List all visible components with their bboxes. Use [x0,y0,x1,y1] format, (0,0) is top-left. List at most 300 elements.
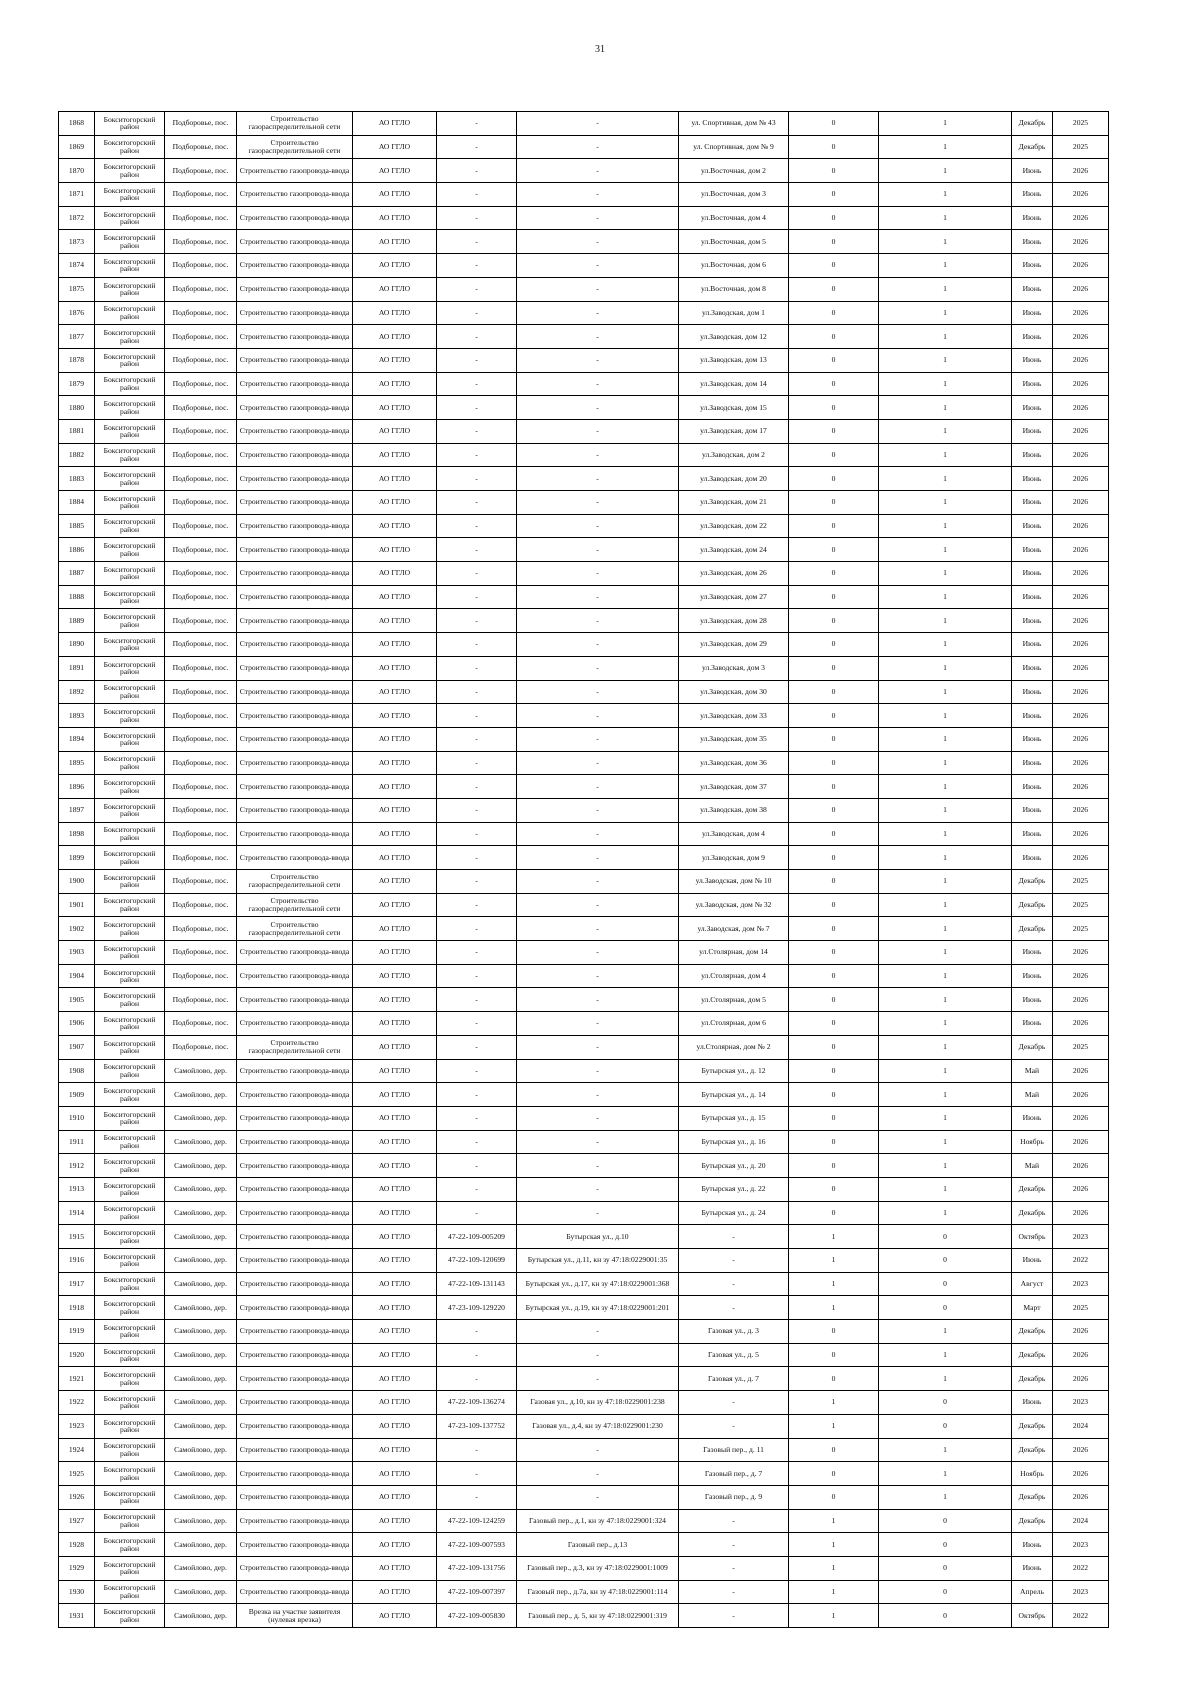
cell-settlement: Самойлово, дер. [165,1106,237,1130]
cell-address: ул.Заводская, дом 22 [679,514,789,538]
cell-work-type: Строительство газораспределительной сети [237,870,353,894]
table-row [59,206,1109,230]
cell-value-a: 0 [789,254,879,278]
cell-district: Бокситогорский район [95,419,165,443]
table-row [59,1035,1109,1059]
cell-object-address: - [517,1012,679,1036]
cell-value-b: 1 [879,1035,1012,1059]
table-row [59,704,1109,728]
cell-row-number: 1897 [59,798,95,822]
cell-object-address: - [517,822,679,846]
cell-value-a: 1 [789,1296,879,1320]
cell-contract-number: - [437,514,517,538]
cell-contract-number: - [437,396,517,420]
cell-work-type: Строительство газопровода-ввода [237,1249,353,1273]
cell-settlement: Самойлово, дер. [165,1249,237,1273]
cell-year: 2026 [1053,1154,1109,1178]
cell-organization: АО ГГЛО [353,372,437,396]
cell-contract-number: - [437,917,517,941]
cell-work-type: Строительство газопровода-ввода [237,656,353,680]
cell-district: Бокситогорский район [95,491,165,515]
cell-settlement: Самойлово, дер. [165,1272,237,1296]
table-row [59,870,1109,894]
cell-value-b: 0 [879,1533,1012,1557]
table-row [59,1083,1109,1107]
cell-district: Бокситогорский район [95,1106,165,1130]
table-row [59,1604,1109,1628]
cell-contract-number: - [437,183,517,207]
cell-contract-number: - [437,301,517,325]
table-row [59,301,1109,325]
cell-contract-number: - [437,585,517,609]
cell-row-number: 1911 [59,1130,95,1154]
cell-address: ул.Заводская, дом 21 [679,491,789,515]
cell-value-a: 0 [789,491,879,515]
cell-value-b: 1 [879,514,1012,538]
cell-month: Декабрь [1012,1438,1053,1462]
cell-work-type: Строительство газопровода-ввода [237,1556,353,1580]
cell-year: 2024 [1053,1414,1109,1438]
cell-month: Май [1012,1083,1053,1107]
cell-month: Декабрь [1012,917,1053,941]
cell-address: ул.Заводская, дом 12 [679,325,789,349]
cell-month: Июнь [1012,727,1053,751]
cell-contract-number: - [437,112,517,136]
cell-work-type: Строительство газопровода-ввода [237,538,353,562]
cell-district: Бокситогорский район [95,1177,165,1201]
table-row [59,254,1109,278]
table-row [59,1556,1109,1580]
cell-address: - [679,1604,789,1628]
cell-settlement: Самойлово, дер. [165,1154,237,1178]
cell-organization: АО ГГЛО [353,941,437,965]
cell-contract-number: - [437,727,517,751]
cell-row-number: 1892 [59,680,95,704]
cell-row-number: 1907 [59,1035,95,1059]
cell-settlement: Подборовье, пос. [165,135,237,159]
cell-object-address: - [517,467,679,491]
cell-district: Бокситогорский район [95,1462,165,1486]
cell-district: Бокситогорский район [95,277,165,301]
cell-district: Бокситогорский район [95,396,165,420]
cell-month: Июнь [1012,1556,1053,1580]
cell-year: 2026 [1053,1130,1109,1154]
cell-value-b: 1 [879,609,1012,633]
cell-work-type: Строительство газопровода-ввода [237,1059,353,1083]
cell-organization: АО ГГЛО [353,514,437,538]
cell-address: ул.Заводская, дом 24 [679,538,789,562]
cell-contract-number: - [437,1177,517,1201]
cell-year: 2026 [1053,1367,1109,1391]
cell-row-number: 1878 [59,348,95,372]
cell-value-b: 1 [879,1177,1012,1201]
cell-address: - [679,1580,789,1604]
cell-month: Июнь [1012,1391,1053,1415]
cell-value-a: 1 [789,1509,879,1533]
cell-month: Октябрь [1012,1225,1053,1249]
cell-contract-number: - [437,798,517,822]
cell-month: Ноябрь [1012,1130,1053,1154]
cell-value-a: 0 [789,893,879,917]
cell-year: 2022 [1053,1249,1109,1273]
cell-month: Декабрь [1012,1485,1053,1509]
cell-year: 2026 [1053,964,1109,988]
cell-value-a: 0 [789,633,879,657]
cell-organization: АО ГГЛО [353,917,437,941]
table-row [59,135,1109,159]
cell-year: 2026 [1053,1343,1109,1367]
cell-value-b: 1 [879,680,1012,704]
cell-year: 2026 [1053,846,1109,870]
cell-address: Бутырская ул., д. 22 [679,1177,789,1201]
cell-contract-number: - [437,846,517,870]
cell-work-type: Строительство газопровода-ввода [237,1533,353,1557]
cell-value-a: 0 [789,301,879,325]
cell-district: Бокситогорский район [95,1083,165,1107]
cell-district: Бокситогорский район [95,775,165,799]
cell-settlement: Подборовье, пос. [165,585,237,609]
cell-organization: АО ГГЛО [353,1296,437,1320]
cell-value-a: 0 [789,704,879,728]
cell-object-address: - [517,1462,679,1486]
cell-organization: АО ГГЛО [353,206,437,230]
cell-work-type: Строительство газопровода-ввода [237,751,353,775]
cell-organization: АО ГГЛО [353,1272,437,1296]
cell-value-a: 0 [789,1367,879,1391]
cell-work-type: Строительство газопровода-ввода [237,325,353,349]
cell-contract-number: - [437,1343,517,1367]
cell-settlement: Подборовье, пос. [165,798,237,822]
cell-year: 2026 [1053,1320,1109,1344]
cell-value-b: 0 [879,1604,1012,1628]
cell-contract-number: - [437,941,517,965]
cell-object-address: - [517,514,679,538]
cell-district: Бокситогорский район [95,1154,165,1178]
cell-value-a: 1 [789,1272,879,1296]
cell-row-number: 1890 [59,633,95,657]
cell-value-b: 1 [879,301,1012,325]
cell-settlement: Подборовье, пос. [165,562,237,586]
cell-district: Бокситогорский район [95,917,165,941]
cell-settlement: Самойлово, дер. [165,1556,237,1580]
cell-address: - [679,1414,789,1438]
cell-address: Газовый пер., д. 11 [679,1438,789,1462]
table-row [59,656,1109,680]
cell-value-b: 1 [879,254,1012,278]
cell-year: 2026 [1053,1438,1109,1462]
cell-row-number: 1872 [59,206,95,230]
cell-object-address: - [517,585,679,609]
cell-address: ул.Заводская, дом 9 [679,846,789,870]
cell-year: 2023 [1053,1391,1109,1415]
cell-object-address: - [517,254,679,278]
cell-row-number: 1910 [59,1106,95,1130]
cell-settlement: Подборовье, пос. [165,870,237,894]
cell-value-b: 1 [879,964,1012,988]
cell-address: ул.Столярная, дом 4 [679,964,789,988]
cell-district: Бокситогорский район [95,1438,165,1462]
cell-object-address: - [517,183,679,207]
cell-organization: АО ГГЛО [353,1462,437,1486]
cell-value-a: 0 [789,1154,879,1178]
cell-object-address: - [517,727,679,751]
cell-value-b: 1 [879,893,1012,917]
cell-object-address: - [517,1201,679,1225]
cell-value-b: 1 [879,206,1012,230]
cell-settlement: Подборовье, пос. [165,325,237,349]
cell-month: Апрель [1012,1580,1053,1604]
cell-district: Бокситогорский район [95,206,165,230]
cell-contract-number: - [437,822,517,846]
cell-value-b: 1 [879,775,1012,799]
cell-work-type: Строительство газопровода-ввода [237,1320,353,1344]
cell-value-a: 0 [789,183,879,207]
cell-address: ул.Заводская, дом 37 [679,775,789,799]
cell-row-number: 1891 [59,656,95,680]
cell-object-address: Газовый пер., д. 5, кн зу 47:18:0229001:319 [517,1604,679,1628]
table-row [59,1201,1109,1225]
cell-organization: АО ГГЛО [353,727,437,751]
cell-value-a: 0 [789,941,879,965]
cell-year: 2026 [1053,348,1109,372]
cell-settlement: Подборовье, пос. [165,396,237,420]
cell-month: Июнь [1012,514,1053,538]
cell-year: 2026 [1053,585,1109,609]
cell-year: 2023 [1053,1272,1109,1296]
cell-work-type: Строительство газопровода-ввода [237,1201,353,1225]
cell-object-address: Бутырская ул., д.17, кн зу 47:18:0229001:368 [517,1272,679,1296]
cell-district: Бокситогорский район [95,1225,165,1249]
cell-value-b: 1 [879,1059,1012,1083]
cell-value-a: 0 [789,751,879,775]
cell-work-type: Строительство газораспределительной сети [237,917,353,941]
cell-settlement: Самойлово, дер. [165,1296,237,1320]
cell-object-address: Газовый пер., д.13 [517,1533,679,1557]
cell-address: - [679,1533,789,1557]
table-row [59,609,1109,633]
cell-settlement: Самойлово, дер. [165,1225,237,1249]
cell-year: 2026 [1053,491,1109,515]
cell-organization: АО ГГЛО [353,609,437,633]
cell-month: Июнь [1012,1012,1053,1036]
cell-row-number: 1904 [59,964,95,988]
cell-row-number: 1880 [59,396,95,420]
cell-object-address: Бутырская ул., д.10 [517,1225,679,1249]
cell-value-b: 1 [879,633,1012,657]
cell-object-address: - [517,680,679,704]
cell-value-a: 0 [789,917,879,941]
cell-district: Бокситогорский район [95,727,165,751]
cell-value-b: 1 [879,917,1012,941]
cell-contract-number: - [437,1059,517,1083]
cell-value-b: 0 [879,1225,1012,1249]
cell-value-a: 0 [789,1462,879,1486]
cell-value-a: 0 [789,846,879,870]
cell-work-type: Строительство газопровода-ввода [237,159,353,183]
table-row [59,514,1109,538]
cell-district: Бокситогорский район [95,1533,165,1557]
cell-year: 2025 [1053,870,1109,894]
cell-contract-number: - [437,538,517,562]
cell-organization: АО ГГЛО [353,1201,437,1225]
cell-value-a: 0 [789,396,879,420]
cell-object-address: Газовый пер., д.7а, кн зу 47:18:0229001:114 [517,1580,679,1604]
cell-object-address: - [517,609,679,633]
cell-row-number: 1906 [59,1012,95,1036]
cell-district: Бокситогорский район [95,870,165,894]
cell-district: Бокситогорский район [95,609,165,633]
cell-contract-number: - [437,1083,517,1107]
table-row [59,277,1109,301]
cell-organization: АО ГГЛО [353,585,437,609]
cell-contract-number: - [437,680,517,704]
cell-contract-number: - [437,988,517,1012]
cell-row-number: 1882 [59,443,95,467]
cell-settlement: Подборовье, пос. [165,893,237,917]
cell-value-a: 0 [789,277,879,301]
cell-year: 2026 [1053,1106,1109,1130]
cell-settlement: Самойлово, дер. [165,1462,237,1486]
cell-address: ул.Заводская, дом 26 [679,562,789,586]
cell-month: Июнь [1012,206,1053,230]
cell-value-b: 1 [879,396,1012,420]
cell-work-type: Строительство газопровода-ввода [237,1177,353,1201]
cell-organization: АО ГГЛО [353,538,437,562]
cell-row-number: 1917 [59,1272,95,1296]
cell-row-number: 1899 [59,846,95,870]
cell-value-a: 0 [789,325,879,349]
cell-organization: АО ГГЛО [353,301,437,325]
cell-work-type: Строительство газопровода-ввода [237,798,353,822]
cell-month: Июнь [1012,633,1053,657]
cell-organization: АО ГГЛО [353,798,437,822]
cell-year: 2026 [1053,514,1109,538]
cell-value-b: 0 [879,1249,1012,1273]
cell-settlement: Подборовье, пос. [165,159,237,183]
cell-value-b: 1 [879,277,1012,301]
cell-month: Июнь [1012,656,1053,680]
cell-value-a: 0 [789,206,879,230]
cell-value-a: 0 [789,562,879,586]
cell-settlement: Подборовье, пос. [165,230,237,254]
cell-object-address: - [517,301,679,325]
cell-year: 2026 [1053,988,1109,1012]
cell-contract-number: - [437,443,517,467]
cell-address: ул.Заводская, дом 3 [679,656,789,680]
cell-contract-number: 47-22-109-005209 [437,1225,517,1249]
cell-value-b: 0 [879,1509,1012,1533]
cell-object-address: - [517,893,679,917]
cell-value-a: 0 [789,112,879,136]
cell-organization: АО ГГЛО [353,396,437,420]
cell-district: Бокситогорский район [95,1485,165,1509]
cell-organization: АО ГГЛО [353,1106,437,1130]
cell-year: 2023 [1053,1533,1109,1557]
cell-month: Июнь [1012,585,1053,609]
cell-organization: АО ГГЛО [353,277,437,301]
cell-organization: АО ГГЛО [353,988,437,1012]
cell-value-a: 0 [789,1320,879,1344]
cell-month: Июнь [1012,419,1053,443]
cell-row-number: 1901 [59,893,95,917]
cell-month: Июнь [1012,775,1053,799]
cell-object-address: - [517,964,679,988]
cell-value-a: 0 [789,467,879,491]
cell-object-address: - [517,941,679,965]
cell-address: Бутырская ул., д. 14 [679,1083,789,1107]
cell-organization: АО ГГЛО [353,325,437,349]
cell-work-type: Строительство газопровода-ввода [237,1272,353,1296]
cell-settlement: Самойлово, дер. [165,1083,237,1107]
cell-object-address: - [517,751,679,775]
cell-year: 2026 [1053,277,1109,301]
cell-work-type: Строительство газопровода-ввода [237,1343,353,1367]
table-row [59,988,1109,1012]
cell-month: Июнь [1012,964,1053,988]
cell-organization: АО ГГЛО [353,1059,437,1083]
cell-object-address: - [517,917,679,941]
cell-value-a: 0 [789,775,879,799]
cell-row-number: 1881 [59,419,95,443]
cell-address: ул.Заводская, дом 28 [679,609,789,633]
cell-object-address: - [517,230,679,254]
cell-month: Декабрь [1012,1509,1053,1533]
cell-object-address: - [517,159,679,183]
cell-contract-number: - [437,870,517,894]
cell-object-address: - [517,562,679,586]
table-row [59,348,1109,372]
cell-year: 2026 [1053,1059,1109,1083]
cell-district: Бокситогорский район [95,1130,165,1154]
cell-value-a: 1 [789,1225,879,1249]
table-row [59,1509,1109,1533]
cell-work-type: Строительство газопровода-ввода [237,230,353,254]
cell-value-a: 0 [789,159,879,183]
cell-value-a: 1 [789,1533,879,1557]
cell-contract-number: 47-23-109-129220 [437,1296,517,1320]
cell-contract-number: - [437,633,517,657]
cell-year: 2026 [1053,941,1109,965]
table-row [59,1296,1109,1320]
cell-year: 2026 [1053,206,1109,230]
cell-district: Бокситогорский район [95,135,165,159]
table-row [59,1320,1109,1344]
cell-month: Декабрь [1012,1414,1053,1438]
cell-work-type: Строительство газопровода-ввода [237,419,353,443]
cell-organization: АО ГГЛО [353,1154,437,1178]
cell-work-type: Строительство газопровода-ввода [237,348,353,372]
cell-contract-number: - [437,964,517,988]
cell-organization: АО ГГЛО [353,633,437,657]
cell-month: Июнь [1012,798,1053,822]
cell-contract-number: 47-22-109-005830 [437,1604,517,1628]
cell-month: Июнь [1012,941,1053,965]
cell-row-number: 1895 [59,751,95,775]
cell-row-number: 1876 [59,301,95,325]
cell-object-address: - [517,704,679,728]
cell-settlement: Самойлово, дер. [165,1604,237,1628]
cell-contract-number: - [437,467,517,491]
cell-address: ул.Заводская, дом 13 [679,348,789,372]
cell-value-b: 1 [879,112,1012,136]
cell-district: Бокситогорский район [95,1367,165,1391]
cell-organization: АО ГГЛО [353,443,437,467]
cell-address: ул.Заводская, дом 36 [679,751,789,775]
cell-value-a: 0 [789,1343,879,1367]
cell-row-number: 1921 [59,1367,95,1391]
cell-contract-number: - [437,277,517,301]
cell-settlement: Подборовье, пос. [165,301,237,325]
